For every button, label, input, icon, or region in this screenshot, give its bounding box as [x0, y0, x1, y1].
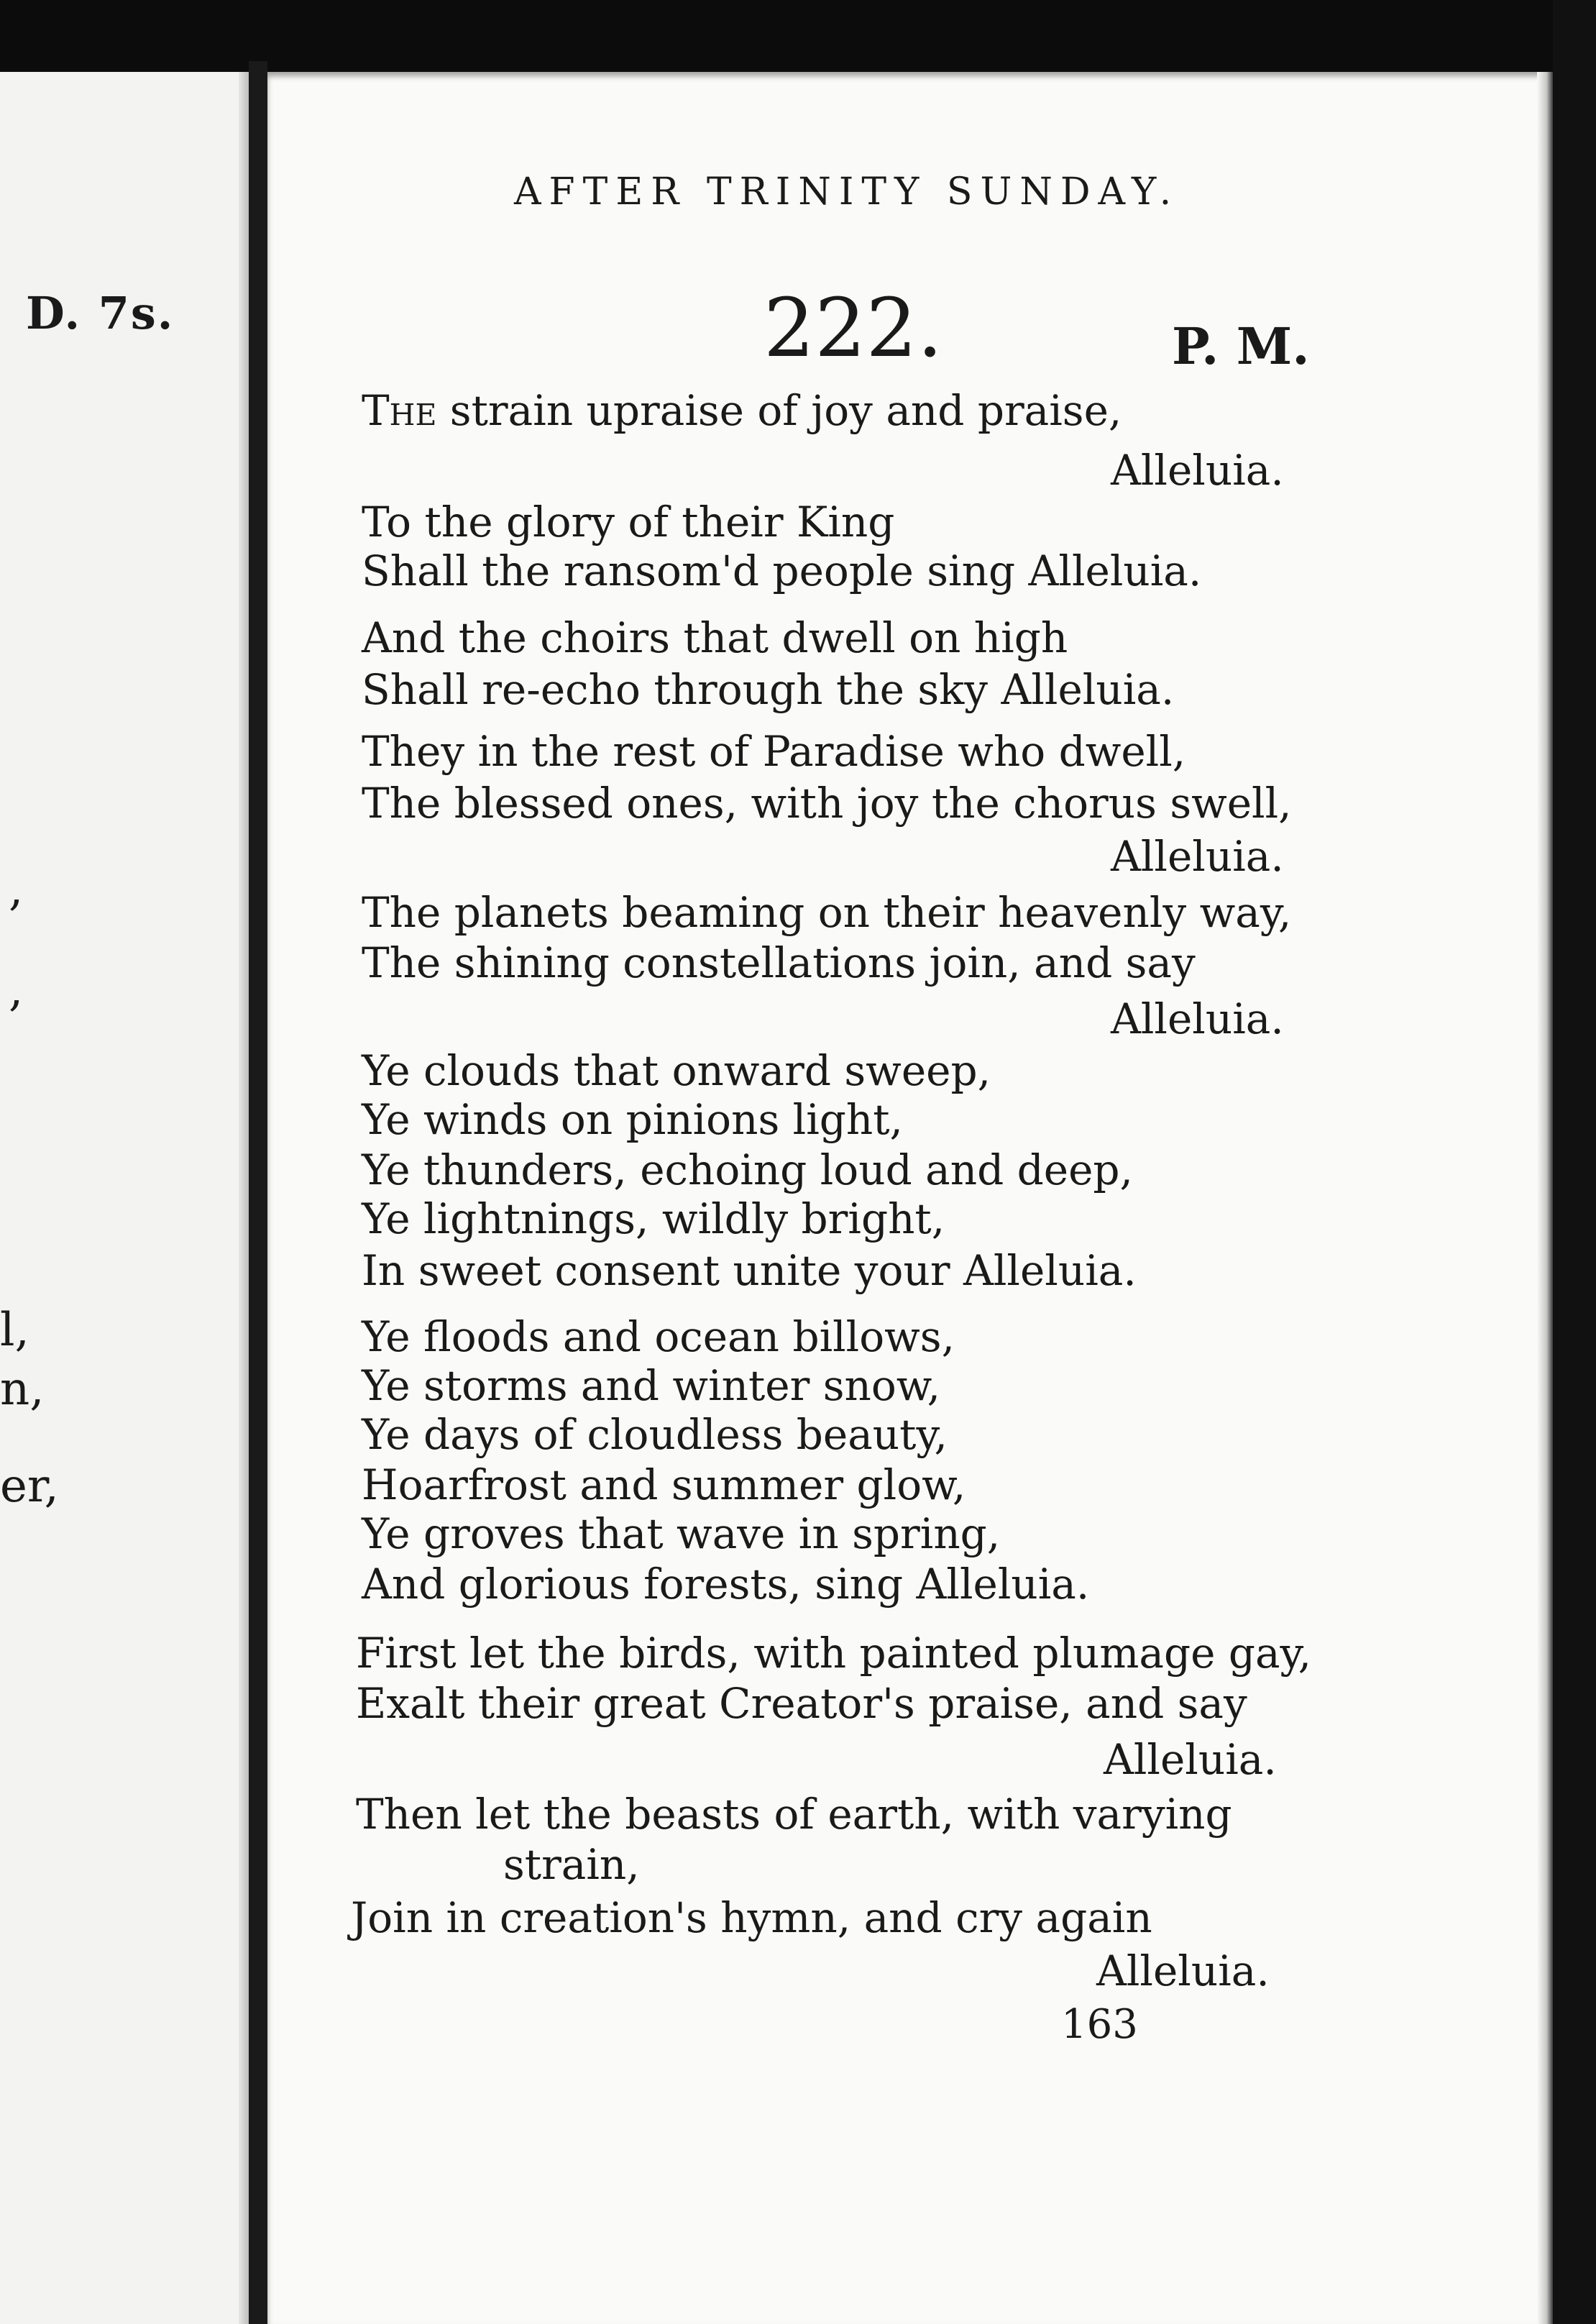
hymn-line: Alleluia. — [1111, 994, 1284, 1043]
hymn-line: Alleluia. — [1104, 1735, 1277, 1784]
hymn-line: The shining constellations join, and say — [362, 938, 1196, 987]
hymn-line: Ye clouds that onward sweep, — [362, 1046, 991, 1095]
left-page-fragment: n, — [0, 1363, 45, 1416]
hymn-line: And glorious forests, sing Alleluia. — [362, 1560, 1090, 1609]
section-header: AFTER TRINITY SUNDAY. — [514, 170, 1180, 214]
hymn-line: Alleluia. — [1096, 1946, 1270, 1995]
hymn-line: They in the rest of Paradise who dwell, — [362, 727, 1186, 776]
hymn-line: To the glory of their King — [362, 498, 895, 546]
hymn-line: Ye lightnings, wildly bright, — [362, 1194, 945, 1243]
left-page-fragment: , — [9, 964, 24, 1017]
hymn-line: Join in creation's hymn, and cry again — [351, 1893, 1152, 1942]
hymn-line: The strain upraise of joy and praise, — [362, 386, 1122, 435]
left-page-gutter-shadow — [239, 72, 249, 2324]
hymn-line: Hoarfrost and summer glow, — [362, 1460, 966, 1509]
hymn-line: And the choirs that dwell on high — [362, 613, 1068, 662]
hymn-line: The planets beaming on their heavenly way, — [362, 888, 1292, 937]
hymn-line: In sweet consent unite your Alleluia. — [362, 1246, 1137, 1295]
hymn-line: Ye days of cloudless beauty, — [362, 1410, 948, 1459]
hymn-line: Ye winds on pinions light, — [362, 1095, 903, 1144]
hymn-line: Ye storms and winter snow, — [362, 1361, 941, 1410]
hymn-line: Ye thunders, echoing loud and deep, — [362, 1145, 1133, 1194]
hymn-line: Alleluia. — [1111, 832, 1284, 881]
hymn-line: Exalt their great Creator's praise, and say — [356, 1679, 1247, 1728]
hymn-line: Ye groves that wave in spring, — [362, 1509, 1001, 1558]
scan-right-border — [1553, 0, 1596, 2324]
left-page-fragment: er, — [0, 1460, 59, 1513]
hymn-line: Shall the ransom'd people sing Alleluia. — [362, 546, 1202, 595]
left-page-fragment: , — [9, 863, 24, 916]
hymn-number: 222. — [763, 282, 943, 375]
hymn-line: Shall re-echo through the sky Alleluia. — [362, 665, 1175, 714]
left-page-fragment: l, — [0, 1304, 29, 1357]
hymn-line: First let the birds, with painted plumage gay, — [356, 1629, 1312, 1678]
left-page — [0, 72, 249, 2324]
scan-top-border — [0, 0, 1596, 76]
hymn-meter: P. M. — [1172, 316, 1310, 376]
hymn-line: The blessed ones, with joy the chorus swell, — [362, 779, 1292, 828]
hymn-line: Alleluia. — [1111, 446, 1284, 495]
page-number: 163 — [1061, 2001, 1138, 2048]
book-binding — [249, 61, 267, 2324]
page-edge-shadow — [1537, 72, 1553, 2324]
hymn-line: Then let the beasts of earth, with varying — [356, 1790, 1232, 1839]
left-page-meter: D. 7s. — [26, 287, 175, 339]
hymn-line: Ye floods and ocean billows, — [362, 1312, 955, 1361]
hymn-line: strain, — [503, 1840, 640, 1889]
hymn-first-word: The — [362, 386, 437, 435]
